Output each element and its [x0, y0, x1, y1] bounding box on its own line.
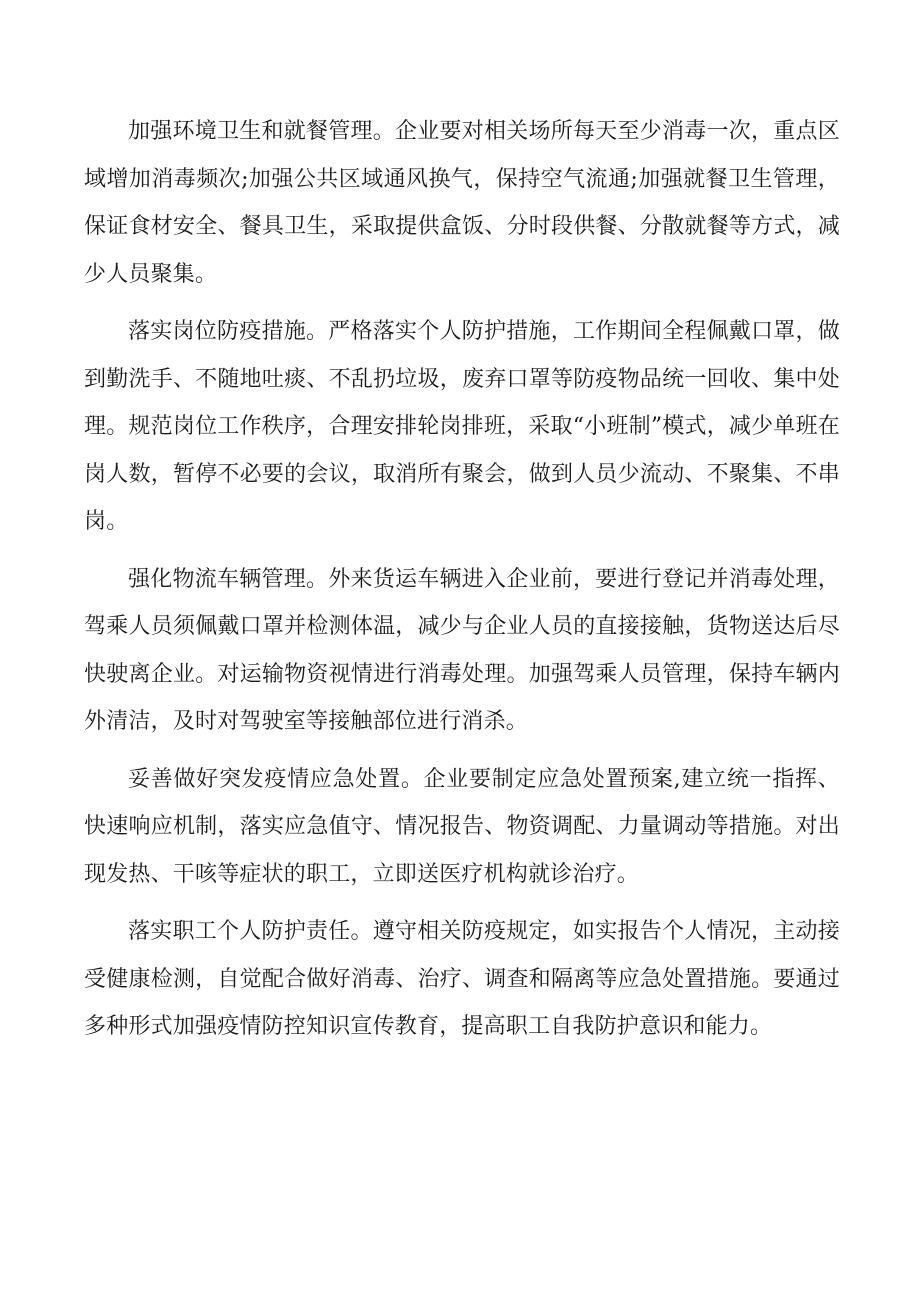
paragraph-environment-hygiene: 加强环境卫生和就餐管理。企业要对相关场所每天至少消毒一次，重点区域增加消毒频次;加强公共区域通风换气，保持空气流通;加强就餐卫生管理，保证食材安全、餐具卫生，采取提供盒饭、分时段供餐、分散就餐等方式，减少人员聚集。 [84, 119, 840, 287]
paragraph-personal-protection: 落实职工个人防护责任。遵守相关防疫规定，如实报告个人情况，主动接受健康检测，自觉配合做好消毒、治疗、调查和隔离等应急处置措施。要通过多种形式加强疫情防控知识宣传教育，提高职工自我防护意识和能力。 [84, 919, 840, 1039]
paragraph-post-epidemic-measures: 落实岗位防疫措施。严格落实个人防护措施，工作期间全程佩戴口罩，做到勤洗手、不随地吐痰、不乱扔垃圾，废弃口罩等防疫物品统一回收、集中处理。规范岗位工作秩序，合理安排轮岗排班，采取“小班制”模式，减少单班在岗人数，暂停不必要的会议，取消所有聚会，做到人员少流动、不聚集、不串岗。 [84, 319, 840, 534]
paragraph-emergency-response: 妥善做好突发疫情应急处置。企业要制定应急处置预案,建立统一指挥、快速响应机制，落实应急值守、情况报告、物资调配、力量调动等措施。对出现发热、干咳等症状的职工，立即送医疗机构就诊治疗。 [84, 766, 840, 887]
paragraph-logistics-vehicles: 强化物流车辆管理。外来货运车辆进入企业前，要进行登记并消毒处理，驾乘人员须佩戴口罩并检测体温，减少与企业人员的直接接触，货物送达后尽快驶离企业。对运输物资视情进行消毒处理。加强驾乘人员管理，保持车辆内外清洁，及时对驾驶室等接触部位进行消杀。 [84, 566, 840, 734]
